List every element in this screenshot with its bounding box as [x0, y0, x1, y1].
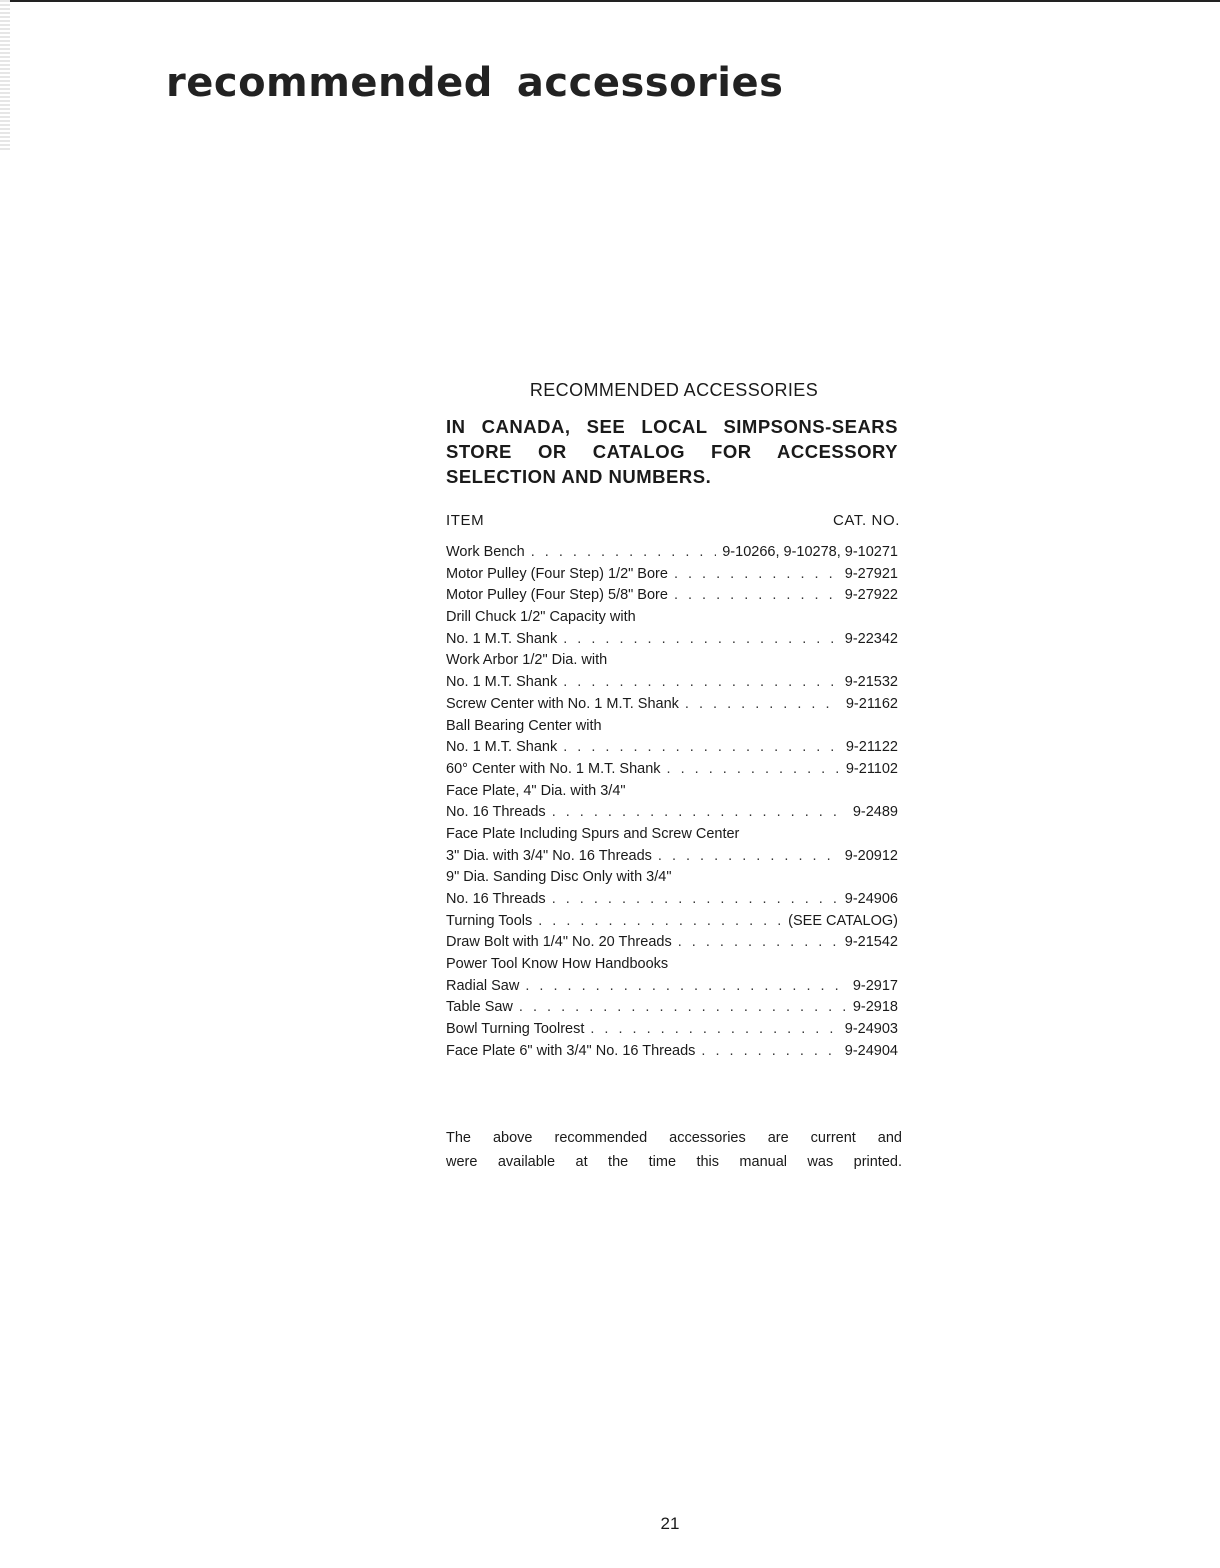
- item-name: Face Plate 6" with 3/4" No. 16 Threads: [446, 1042, 696, 1059]
- dot-leader: [563, 629, 839, 651]
- list-item: [446, 867, 898, 889]
- item-cat-no: 9-2489: [852, 804, 898, 821]
- item-name: 3" Dia. with 3/4" No. 16 Threads: [446, 847, 652, 864]
- dot-leader: [525, 976, 847, 998]
- list-item: [446, 781, 898, 803]
- item-name: Motor Pulley (Four Step) 5/8" Bore: [446, 587, 668, 604]
- item-name: Screw Center with No. 1 M.T. Shank: [446, 695, 679, 712]
- item-cat-no: 9-24904: [844, 1042, 898, 1059]
- item-name: No. 1 M.T. Shank: [446, 739, 558, 756]
- item-cat-no: 9-2918: [852, 999, 898, 1016]
- item-cat-no: 9-20912: [844, 847, 898, 864]
- item-cat-no: 9-24903: [844, 1021, 898, 1038]
- item-name: No. 1 M.T. Shank: [446, 674, 558, 691]
- item-cat-no: 9-21532: [844, 674, 898, 691]
- footnote-line-1: The above recommended accessories are current and: [446, 1130, 902, 1146]
- list-item: [446, 650, 898, 672]
- item-cat-no: 9-2917: [852, 977, 898, 994]
- item-cat-no: 9-21102: [845, 760, 898, 777]
- item-name: Power Tool Know How Handbooks: [446, 956, 669, 973]
- item-cat-no: 9-27921: [844, 565, 898, 582]
- item-cat-no: 9-27922: [844, 587, 898, 604]
- dot-leader: [563, 737, 840, 759]
- canada-notice-line-2: STORE OR CATALOG FOR ACCESSORY: [446, 441, 898, 462]
- dot-leader: [590, 1019, 838, 1041]
- list-item: [446, 694, 898, 716]
- page-title-word-1: recommended: [166, 60, 493, 106]
- dot-leader: [538, 911, 782, 933]
- column-headers: [446, 512, 900, 529]
- item-cat-no: 9-21542: [844, 934, 898, 951]
- item-name: Bowl Turning Toolrest: [446, 1021, 585, 1038]
- list-item: [446, 911, 898, 933]
- item-name: Draw Bolt with 1/4" No. 20 Threads: [446, 934, 672, 951]
- item-name: Motor Pulley (Four Step) 1/2" Bore: [446, 565, 668, 582]
- dot-leader: [658, 846, 839, 868]
- item-cat-no: 9-10266, 9-10278, 9-10271: [722, 544, 898, 560]
- list-item: [446, 716, 898, 738]
- list-item: [446, 846, 898, 868]
- dot-leader: [674, 585, 839, 607]
- item-name: Face Plate, 4" Dia. with 3/4": [446, 782, 626, 799]
- list-item: [446, 672, 898, 694]
- footnote: [446, 1126, 902, 1174]
- dot-leader: [531, 542, 717, 564]
- list-item: [446, 759, 898, 781]
- item-name: No. 1 M.T. Shank: [446, 630, 558, 647]
- list-item: [446, 1041, 898, 1063]
- item-cat-no: (SEE CATALOG): [788, 912, 898, 929]
- list-item: [446, 976, 898, 998]
- column-header-item: ITEM: [446, 512, 485, 529]
- dot-leader: [701, 1041, 838, 1063]
- list-item: [446, 932, 898, 954]
- page-title-word-2: accessories: [516, 60, 784, 106]
- dot-leader: [667, 759, 840, 781]
- item-name: Face Plate Including Spurs and Screw Center: [446, 825, 740, 842]
- list-item: [446, 824, 898, 846]
- list-item: [446, 802, 898, 824]
- item-name: No. 16 Threads: [446, 804, 546, 821]
- item-name: Work Bench: [446, 544, 525, 560]
- list-item: [446, 629, 898, 651]
- list-item: [446, 607, 898, 629]
- item-name: Ball Bearing Center with: [446, 717, 602, 734]
- item-cat-no: 9-24906: [844, 891, 898, 907]
- accessories-list: [446, 542, 898, 1063]
- dot-leader: [678, 932, 839, 954]
- dot-leader: [519, 997, 847, 1019]
- dot-leader: [552, 802, 847, 824]
- item-name: 60° Center with No. 1 M.T. Shank: [446, 760, 661, 777]
- item-cat-no: 9-21162: [845, 695, 898, 712]
- item-cat-no: 9-21122: [845, 739, 898, 756]
- canada-notice: [446, 414, 898, 489]
- dot-leader: [552, 889, 839, 911]
- list-item: [446, 542, 898, 564]
- column-header-cat-no: CAT. NO.: [832, 512, 900, 529]
- page-number: 21: [660, 1514, 680, 1533]
- list-item: [446, 889, 898, 911]
- footnote-line-2: were available at the time this manual was printed.: [446, 1154, 902, 1170]
- item-name: Work Arbor 1/2" Dia. with: [446, 652, 608, 669]
- list-item: [446, 997, 898, 1019]
- page-title: [166, 60, 783, 106]
- list-item: [446, 954, 898, 976]
- canada-notice-line-3: SELECTION AND NUMBERS.: [446, 466, 712, 487]
- item-cat-no: 9-22342: [844, 630, 898, 647]
- top-rule: [0, 0, 1220, 2]
- scan-edge-mark: [0, 0, 10, 150]
- list-item: [446, 564, 898, 586]
- item-name: Table Saw: [446, 999, 513, 1016]
- item-name: 9" Dia. Sanding Disc Only with 3/4": [446, 869, 672, 886]
- dot-leader: [685, 694, 840, 716]
- canada-notice-line-1: IN CANADA, SEE LOCAL SIMPSONS-SEARS: [446, 416, 898, 437]
- list-item: [446, 1019, 898, 1041]
- section-heading: RECOMMENDED ACCESSORIES: [529, 380, 819, 400]
- dot-leader: [563, 672, 839, 694]
- item-name: No. 16 Threads: [446, 891, 546, 907]
- item-name: Drill Chuck 1/2" Capacity with: [446, 609, 636, 626]
- dot-leader: [674, 564, 839, 586]
- item-name: Turning Tools: [446, 912, 533, 929]
- item-name: Radial Saw: [446, 977, 520, 994]
- list-item: [446, 585, 898, 607]
- list-item: [446, 737, 898, 759]
